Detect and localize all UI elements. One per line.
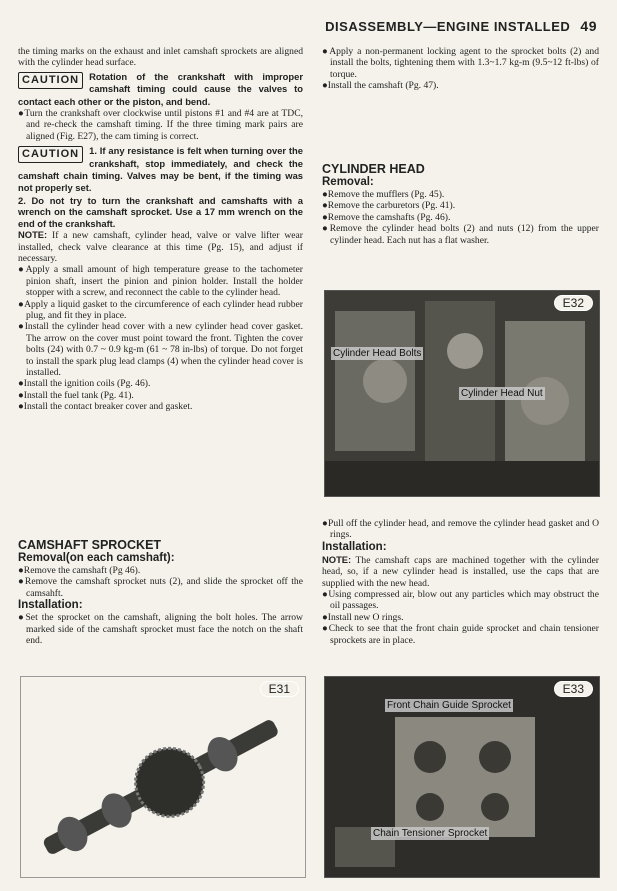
section-subtitle: Removal(on each camshaft): [18, 552, 175, 564]
note-label: NOTE: [322, 553, 352, 565]
callout-label: Chain Tensioner Sprocket [373, 828, 488, 839]
bullet: ●Install the ignition coils (Pg. 46). [18, 378, 151, 390]
right-column [322, 46, 599, 92]
bullet: ●Apply a small amount of high temperature grease to the tachometer pinion shaft, insert the pinion and pinion holder. Install the holder stopper with a screw, and reconnect the cable to the cylinder head. [18, 264, 303, 299]
bullet: ●Remove the camshaft sprocket nuts (2), and slide the sprocket off the camsahft. [18, 576, 303, 599]
bullet: ●Remove the camshaft (Pg 46). [18, 565, 141, 576]
left-column [18, 46, 303, 413]
figure-label: E31 [260, 681, 299, 697]
caution-text: 1. If any resistance is felt when turning over the crankshaft, stop immediately, and check the camshaft chain timing. Valves may be bent, if the timing was not properly set. [18, 145, 303, 194]
bullet: ●Install the camshaft (Pg. 47). [322, 80, 439, 92]
caution-block [18, 145, 303, 195]
caution-text: 2. Do not try to turn the crankshaft and camshafts with a wrench on the camshaft sprocket. Use a 17 mm wrench on the end of the crankshaft. [18, 194, 303, 229]
page-header [325, 18, 597, 34]
caution-text: Rotation of the crankshaft with improper camshaft timing could cause the valves to contact each other or the piston, and bend. [18, 70, 303, 107]
header-title: DISASSEMBLY—ENGINE INSTALLED [325, 19, 571, 34]
cylinder-head-installation [322, 518, 599, 646]
figure-e33 [324, 676, 600, 878]
bullet: ●Install the fuel tank (Pg. 41). [18, 389, 134, 401]
note [18, 229, 303, 264]
bullet: ●Remove the cylinder head bolts (2) and nuts (12) from the upper cylinder head. Each nut has a flat washer. [322, 223, 599, 246]
bullet: ●Install the contact breaker cover and gasket. [18, 401, 193, 413]
section-title: CAMSHAFT SPROCKET [18, 538, 162, 552]
bullet: ●Apply a liquid gasket to the circumference of each cylinder head rubber plug, and fit they in place. [18, 298, 303, 321]
figure-label: E33 [554, 681, 593, 697]
bullet: ●Set the sprocket on the camshaft, aligning the bolt holes. The arrow marked side of the camshaft sprocket must face the notch on the shaft end. [18, 612, 303, 647]
installation-heading: Installation: [322, 540, 387, 553]
bullet: ●Remove the mufflers (Pg. 45). [322, 189, 445, 200]
camshaft-sprocket [124, 736, 216, 828]
bullet: ●Using compressed air, blow out any particles which may obstruct the oil passages. [322, 589, 599, 612]
bullet: ●Remove the camshafts (Pg. 46). [322, 211, 451, 223]
bullet: ●Check to see that the front chain guide sprocket and chain tensioner sprockets are in place. [322, 623, 599, 646]
note-text: The camshaft caps are machined together with the cylinder head, so, if a new cylinder head is installed, use the caps that are supplied with the new head. [322, 554, 599, 589]
bullet: ●Apply a non-permanent locking agent to the sprocket bolts (2) and install the bolts, tightening them with 1.3~1.7 kg-m (9.5~12 ft-lbs) of torque. [322, 46, 599, 80]
callout-label: Front Chain Guide Sprocket [387, 700, 511, 711]
bullet: ●Remove the carburetors (Pg. 41). [322, 200, 456, 212]
note [322, 554, 599, 589]
bullet: ●Pull off the cylinder head, and remove the cylinder head gasket and O rings. [322, 518, 599, 541]
camshaft-sprocket-section [18, 538, 303, 646]
figure-label: E32 [554, 295, 593, 311]
caution-block [18, 71, 303, 108]
note-label: NOTE: [18, 229, 48, 241]
section-title: CYLINDER HEAD [322, 162, 425, 176]
caution-label: CAUTION [18, 146, 83, 163]
figure-e31 [20, 676, 306, 878]
section-subtitle: Removal: [322, 176, 374, 188]
bullet: ●Turn the crankshaft over clockwise until pistons #1 and #4 are at TDC, and re-check the camshaft timing. If the three timing mark pairs are aligned (Fig. E27), the cam timing is correct. [18, 108, 303, 142]
camshaft-illustration [21, 677, 305, 877]
callout-label: Cylinder Head Bolts [333, 348, 422, 359]
note-text: If a new camshaft, cylinder head, valve or valve lifter wear installed, check valve clearance at this time (Pg. 15), and adjust if necessary. [18, 230, 303, 264]
callout-label: Cylinder Head Nut [461, 388, 543, 399]
paragraph: the timing marks on the exhaust and inlet camshaft sprockets are aligned with the cylinder head surface. [18, 46, 303, 69]
installation-heading: Installation: [18, 599, 83, 612]
bullet: ●Install the cylinder head cover with a new cylinder head cover gasket. The arrow on the cover must point toward the front. Tighten the cover bolts (24) with 0.7 ~ 0.9 kg-m (61 ~ 78 in-lbs) of torque. Do not forget to install the spark plug lead clamps (4) when the cylinder head cover is installed. [18, 321, 303, 378]
bullet: ●Install new O rings. [322, 611, 404, 623]
cylinder-head-section [322, 162, 599, 246]
caution-label: CAUTION [18, 72, 83, 89]
page-number: 49 [580, 18, 597, 34]
figure-e32 [324, 290, 600, 497]
